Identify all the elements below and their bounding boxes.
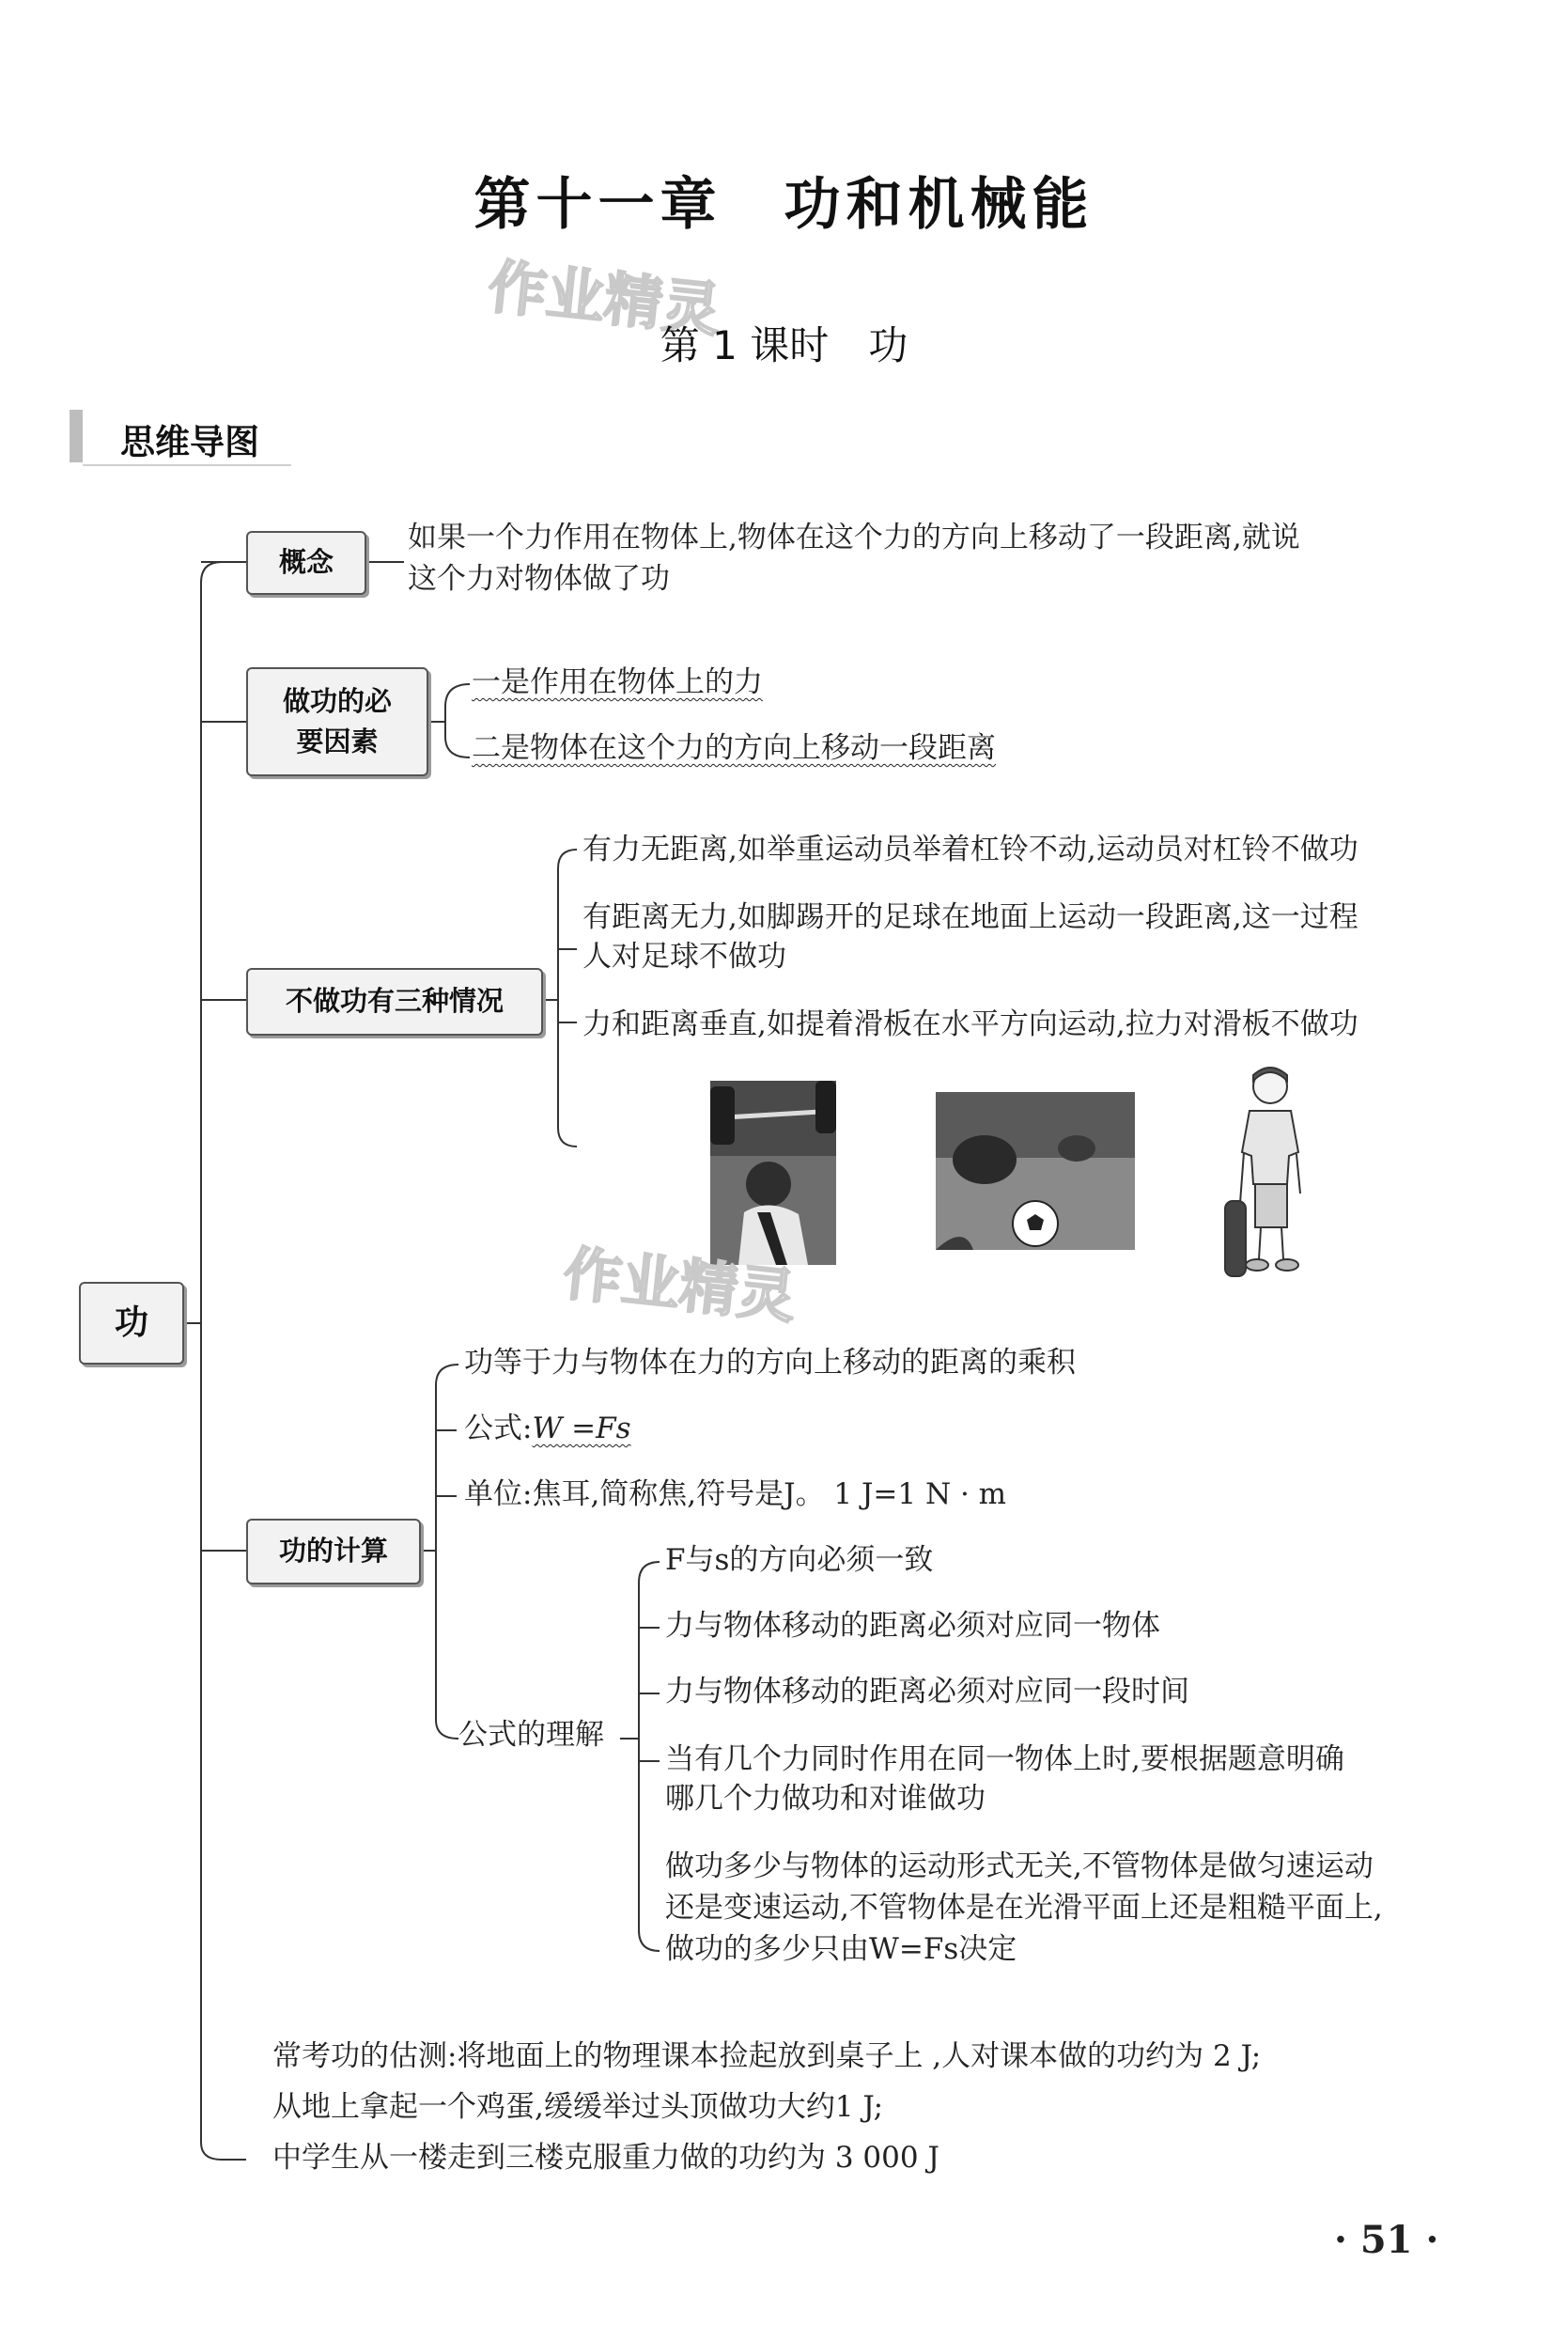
lesson-title: 第 1 课时 功 — [660, 322, 908, 368]
section-title: 思维导图 — [120, 422, 259, 462]
calc-unit: 单位:焦耳,简称焦,符号是J。 1 J=1 N · m — [464, 1477, 1007, 1511]
boy-skateboard-illustration — [1221, 1062, 1315, 1282]
understanding-item-5-line1: 做功多少与物体的运动形式无关,不管物体是做匀速运动 — [665, 1849, 1374, 1883]
understanding-item-1: F与s的方向必须一致 — [665, 1543, 934, 1577]
estimate-line-3: 中学生从一楼走到三楼克服重力做的功约为 3 000 J — [272, 2141, 939, 2175]
root-node-work: 功 — [79, 1282, 184, 1365]
no-work-case-3: 力和距离垂直,如提着滑板在水平方向运动,拉力对滑板不做功 — [582, 1007, 1358, 1041]
understanding-item-5-line2: 还是变速运动,不管物体是在光滑平面上还是粗糙平面上, — [665, 1891, 1383, 1925]
factor-item-1: 一是作用在物体上的力 — [472, 665, 763, 699]
calc-formula — [464, 1410, 631, 1449]
understanding-item-3: 力与物体移动的距离必须对应同一段时间 — [665, 1675, 1189, 1709]
no-work-case-2-line2: 人对足球不做功 — [582, 940, 786, 974]
understanding-item-4-line1: 当有几个力同时作用在同一物体上时,要根据题意明确 — [665, 1742, 1344, 1776]
no-work-node: 不做功有三种情况 — [246, 968, 543, 1036]
estimate-line-1: 常考功的估测:将地面上的物理课本捡起放到桌子上 ,人对课本做的功约为 2 J; — [272, 2039, 1262, 2073]
understanding-item-2: 力与物体移动的距离必须对应同一物体 — [665, 1609, 1160, 1643]
no-work-case-2-line1: 有距离无力,如脚踢开的足球在地面上运动一段距离,这一过程 — [582, 900, 1358, 934]
understanding-label: 公式的理解 — [458, 1718, 604, 1752]
estimate-line-2: 从地上拿起一个鸡蛋,缓缓举过头顶做功大约1 J; — [272, 2090, 884, 2124]
concept-text-line2: 这个力对物体做了功 — [408, 562, 670, 596]
soccer-photo — [936, 1092, 1135, 1250]
weightlifter-photo — [710, 1081, 836, 1265]
watermark: 作业精灵 — [485, 252, 724, 345]
factor-item-2: 二是物体在这个力的方向上移动一段距离 — [472, 731, 996, 765]
concept-text-line1: 如果一个力作用在物体上,物体在这个力的方向上移动了一段距离,就说 — [408, 521, 1300, 554]
calc-node: 功的计算 — [246, 1519, 421, 1584]
factors-node — [246, 667, 428, 776]
understanding-item-4-line2: 哪几个力做功和对谁做功 — [665, 1782, 986, 1816]
calc-definition: 功等于力与物体在力的方向上移动的距离的乘积 — [464, 1346, 1076, 1380]
factors-label-line1: 做功的必 — [282, 684, 392, 717]
calc-formula-expression: W =Fs — [532, 1412, 631, 1445]
factors-label-line2: 要因素 — [296, 726, 379, 757]
chapter-title: 第十一章 功和机械能 — [474, 172, 1094, 238]
watermark-2: 作业精灵 — [560, 1239, 800, 1332]
page-number: · 51 · — [1334, 2218, 1439, 2262]
calc-formula-prefix: 公式: — [464, 1412, 533, 1445]
understanding-item-5-line3: 做功的多少只由W=Fs决定 — [665, 1932, 1017, 1966]
concept-node: 概念 — [246, 531, 366, 595]
no-work-case-1: 有力无距离,如举重运动员举着杠铃不动,运动员对杠铃不做功 — [582, 833, 1358, 866]
